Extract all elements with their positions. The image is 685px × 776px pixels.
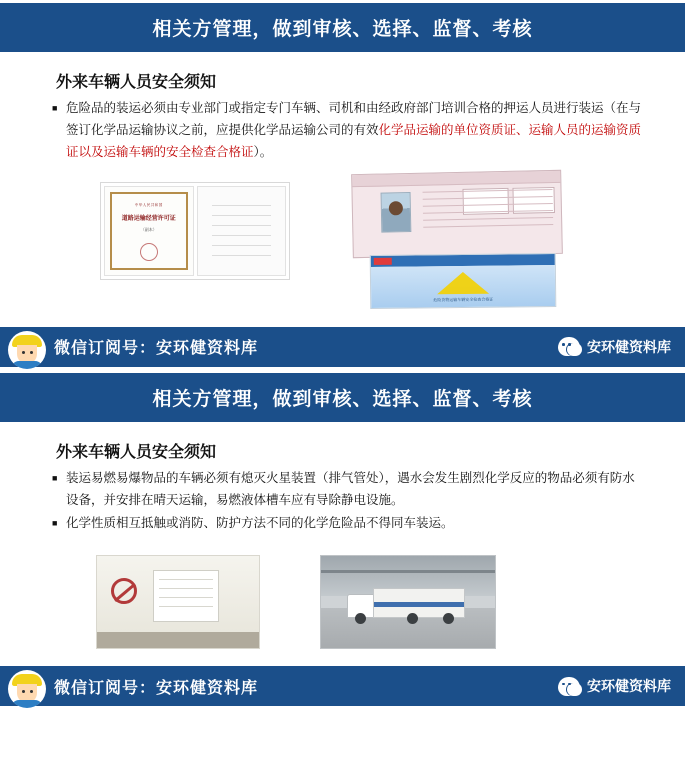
wechat-icon (558, 677, 580, 696)
eye-left (22, 351, 25, 354)
list-item (52, 98, 643, 164)
text-line (212, 255, 272, 256)
text-line (212, 235, 272, 236)
license-cover (104, 186, 194, 276)
license-subtitle-text: （副本） (140, 226, 157, 232)
slide-1-subtitle: 外来车辆人员安全须知 (56, 74, 217, 91)
slide-2-header: 相关方管理，做到审核、选择、监督、考核 (0, 370, 685, 425)
logo-icon (374, 257, 392, 264)
footer-brand (558, 327, 671, 367)
license-text-lines (423, 189, 554, 248)
list-item (52, 513, 643, 535)
factory-sign-photo (96, 555, 260, 649)
slide-2-bullet-list (0, 468, 685, 536)
notice-board (153, 570, 219, 622)
slide-2-image-area (0, 555, 685, 663)
license-card-header (352, 170, 560, 186)
slide-2-footer (0, 663, 685, 709)
eye-right (30, 351, 33, 354)
bullet-text: 化学性质相互抵触或消防、防护方法不同的化学危险品不得同车装运。 (66, 516, 454, 531)
slide-1 (0, 0, 685, 370)
license-inner-page (197, 186, 287, 276)
bullet-square-icon: ■ (52, 103, 58, 113)
slide-1-header: 相关方管理，做到审核、选择、监督、考核 (0, 0, 685, 55)
bullet-square-icon: ■ (52, 472, 58, 483)
wechat-dot-right (568, 683, 571, 686)
bullet-text: 危险品的装运必须由专业部门或指定专门车辆、司机和由经政府部门培训合格的押运人员进行装运（在与签订化学品运输协议之前，应提供化学品运输公司的有效化学品运输的单位资质证、运输人员的运输资质证以及运输车辆的安全检查合格证）。 (66, 101, 642, 159)
footer-subscription-text: 微信订阅号：安环健资料库 (54, 340, 259, 358)
license-title-text: 道路运输经营许可证 (121, 215, 176, 222)
certificate-caption: 危险货物运输车辆安全检查合格证 (433, 296, 494, 302)
truck-stripe (374, 602, 464, 607)
text-line (423, 196, 553, 200)
slide-2-subtitle: 外来车辆人员安全须知 (56, 443, 217, 461)
wechat-dot-left (562, 683, 565, 686)
ground-strip (97, 632, 259, 648)
bullet-square-icon: ■ (52, 518, 58, 529)
body-shape (11, 700, 43, 708)
road-transport-license-image (100, 182, 290, 280)
roof-line (321, 570, 495, 573)
text-line (212, 205, 272, 206)
certificate-body (371, 265, 555, 308)
slide-1-image-area (0, 172, 685, 324)
text-line (423, 217, 553, 221)
footer-brand-text: 安环健资料库 (587, 338, 671, 355)
text-line (159, 606, 213, 607)
text-line (212, 215, 272, 216)
license-seal-icon (140, 243, 158, 261)
slide-2 (0, 370, 685, 710)
bullet-text: 装运易燃易爆物品的车辆必须有熄灭火星装置（排气管处），遇水会发生剧烈化学反应的物品必须有防水设备，并安排在晴天运输，易燃液体槽车应有导除静电设施。 (66, 470, 635, 507)
worker-helmet-avatar-icon (8, 331, 46, 369)
list-item (52, 468, 643, 512)
text-line (159, 597, 213, 598)
portrait-photo (381, 192, 412, 233)
wechat-dot-right (568, 343, 571, 346)
text-line (212, 225, 272, 226)
wechat-dot-left (562, 343, 565, 346)
body-shape (11, 361, 43, 369)
text-line (423, 224, 553, 228)
slide-1-footer (0, 324, 685, 370)
text-line (423, 210, 553, 214)
text-line (159, 579, 213, 580)
driver-license-image (351, 169, 563, 257)
wechat-icon (558, 337, 580, 356)
text-line (423, 203, 553, 207)
safety-inspection-certificate-image (370, 253, 557, 309)
text-line (159, 588, 213, 589)
footer-subscription-text: 微信订阅号：安环健资料库 (54, 679, 259, 697)
warning-triangle-icon (437, 271, 489, 294)
tank-truck-photo (320, 555, 496, 649)
slide-1-bullet-list (0, 98, 685, 164)
footer-brand (558, 666, 671, 706)
worker-helmet-avatar-icon (8, 670, 46, 708)
text-line (212, 245, 272, 246)
footer-brand-text: 安环健资料库 (587, 678, 671, 695)
license-country-text: 中华人民共和国 (134, 202, 163, 207)
